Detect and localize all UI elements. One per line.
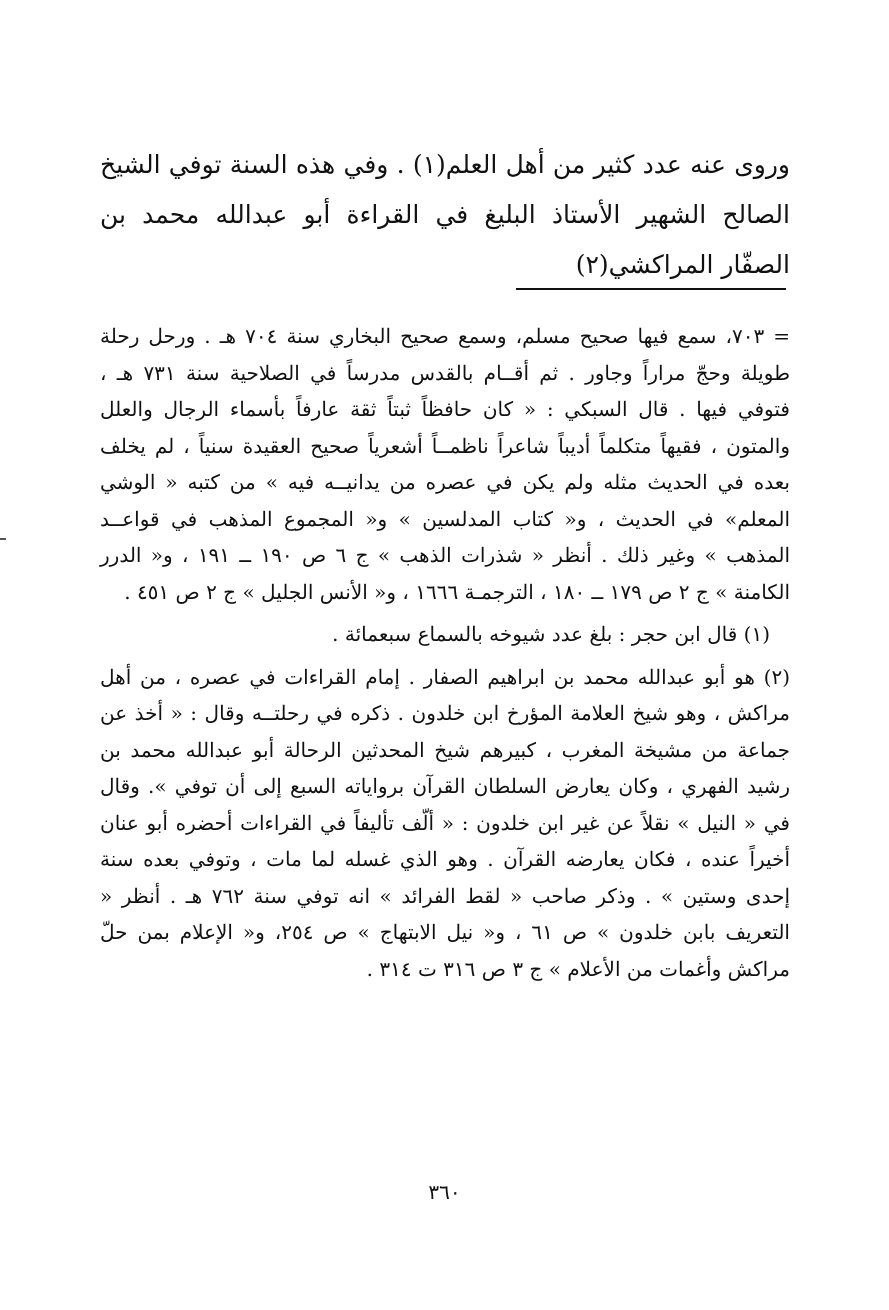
footnote-continuation: = ٧٠٣، سمع فيها صحيح مسلم، وسمع صحيح البخاري سنة ٧٠٤ هـ . ورحل رحلة طويلة وحجّ مراراً وجاور . ثم أقــام بالقدس مدرساً في الصلاحية سنة ٧٣١ هـ ، فتوفي فيها . قال السبكي : « كان حافظاً ثبتاً ثقة عارفاً بأسماء الرجال والعلل والمتون ، فقيهاً متكلماً أديباً شاعراً ناظمــاً أشعرياً صحيح العقيدة سنياً ، لم يخلف بعده في الحديث مثله ولم يكن في عصره من يدانيــه فيه » من كتبه « الوشي المعلم» في الحديث ، و« كتاب المدلسين » و« المجموع المذهب في قواعــد المذهب » وغير ذلك . أنظر « شذرات الذهب » ج ٦ ص ١٩٠ ــ ١٩١ ، و« الدرر الكامنة » ج ٢ ص ١٧٩ ــ ١٨٠ ، الترجمـة ١٦٦٦ ، و« الأنس الجليل » ج ٢ ص ٤٥١ . <box>100 324 791 604</box>
main-text-block <box>100 140 790 290</box>
main-paragraph: وروى عنه عدد كثير من أهل العلم(١) . وفي هذه السنة توفي الشيخ الصالح الشهير الأستاذ البليغ في القراءة أبو عبدالله محمد بن الصفّار المراكشي(٢) <box>100 150 790 279</box>
footnote-1: (١) قال ابن حجر : بلغ عدد شيوخه بالسماع سبعمائة . <box>332 622 770 646</box>
footnotes-block <box>100 318 790 987</box>
footnote-separator <box>516 288 786 290</box>
margin-mark <box>0 538 6 540</box>
page-number: ٣٦٠ <box>428 1180 461 1204</box>
footnote-2: (٢) هو أبو عبدالله محمد بن ابراهيم الصفار . إمام القراءات في عصره ، من أهل مراكش ، وهو شيخ العلامة المؤرخ ابن خلدون . ذكره في رحلتــه وقال : « أخذ عن جماعة من مشيخة المغرب ، كبيرهم شيخ المحدثين الرحالة أبو عبدالله محمد بن رشيد الفهري ، وكان يعارض السلطان القرآن برواياته السبع إلى أن توفي ». وقال في « النيل » نقلاً عن غير ابن خلدون : « ألّف تأليفاً في القراءات أحضره أبو عنان أخيراً عنده ، فكان يعارضه القرآن . وهو الذي غسله لما مات ، وتوفي بعده سنة إحدى وستين » . وذكر صاحب « لقط الفرائد » انه توفي سنة ٧٦٢ هـ . أنظر « التعريف بابن خلدون » ص ٦١ ، و« نيل الابتهاج » ص ٢٥٤، و« الإعلام بمن حلّ مراكش وأغمات من الأعلام » ج ٣ ص ٣١٦ ت ٣١٤ . <box>100 664 791 981</box>
